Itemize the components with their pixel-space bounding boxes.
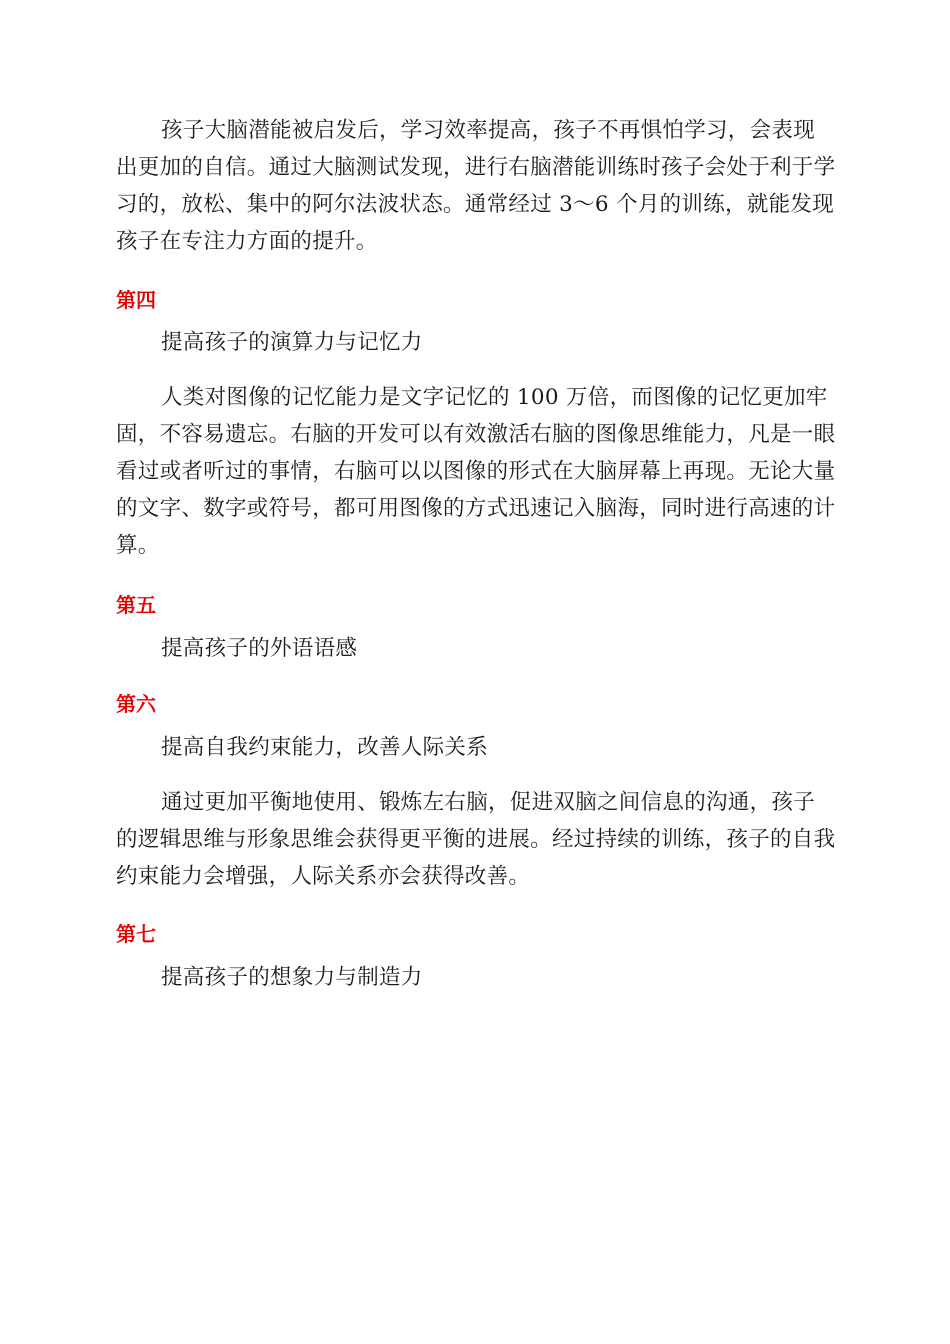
section-6	[116, 690, 836, 718]
section-6-body	[116, 784, 836, 895]
section-heading: 第五	[116, 593, 156, 617]
section-7-subtitle-block	[116, 963, 836, 993]
section-subtitle: 提高孩子的外语语感	[161, 636, 358, 661]
section-subtitle: 提高孩子的想象力与制造力	[161, 965, 423, 990]
section-subtitle: 提高孩子的演算力与记忆力	[161, 330, 423, 355]
section-7	[116, 920, 836, 948]
section-5-subtitle-block	[116, 634, 836, 664]
section-heading: 第六	[116, 692, 156, 716]
section-heading: 第七	[116, 922, 156, 946]
section-5	[116, 591, 836, 619]
section-4-body	[116, 379, 836, 564]
section-subtitle: 提高自我约束能力，改善人际关系	[161, 735, 489, 760]
section-4	[116, 286, 836, 314]
section-6-subtitle-block	[116, 733, 836, 763]
section-4-subtitle-block	[116, 328, 836, 358]
section-paragraph: 人类对图像的记忆能力是文字记忆的 100 万倍，而图像的记忆更加牢固，不容易遗忘。右脑的开发可以有效激活右脑的图像思维能力，凡是一眼看过或者听过的事情，右脑可以以图像的形式在大脑屏幕上再现。无论大量的文字、数字或符号，都可用图像的方式迅速记入脑海，同时进行高速的计算。	[116, 385, 836, 558]
intro-block	[116, 112, 836, 260]
section-paragraph: 通过更加平衡地使用、锻炼左右脑，促进双脑之间信息的沟通，孩子的逻辑思维与形象思维会获得更平衡的进展。经过持续的训练，孩子的自我约束能力会增强，人际关系亦会获得改善。	[116, 790, 836, 889]
section-heading: 第四	[116, 288, 156, 312]
intro-paragraph: 孩子大脑潜能被启发后，学习效率提高，孩子不再惧怕学习，会表现出更加的自信。通过大脑测试发现，进行右脑潜能训练时孩子会处于利于学习的，放松、集中的阿尔法波状态。通常经过 3～6 个月的训练，就能发现孩子在专注力方面的提升。	[116, 118, 836, 254]
